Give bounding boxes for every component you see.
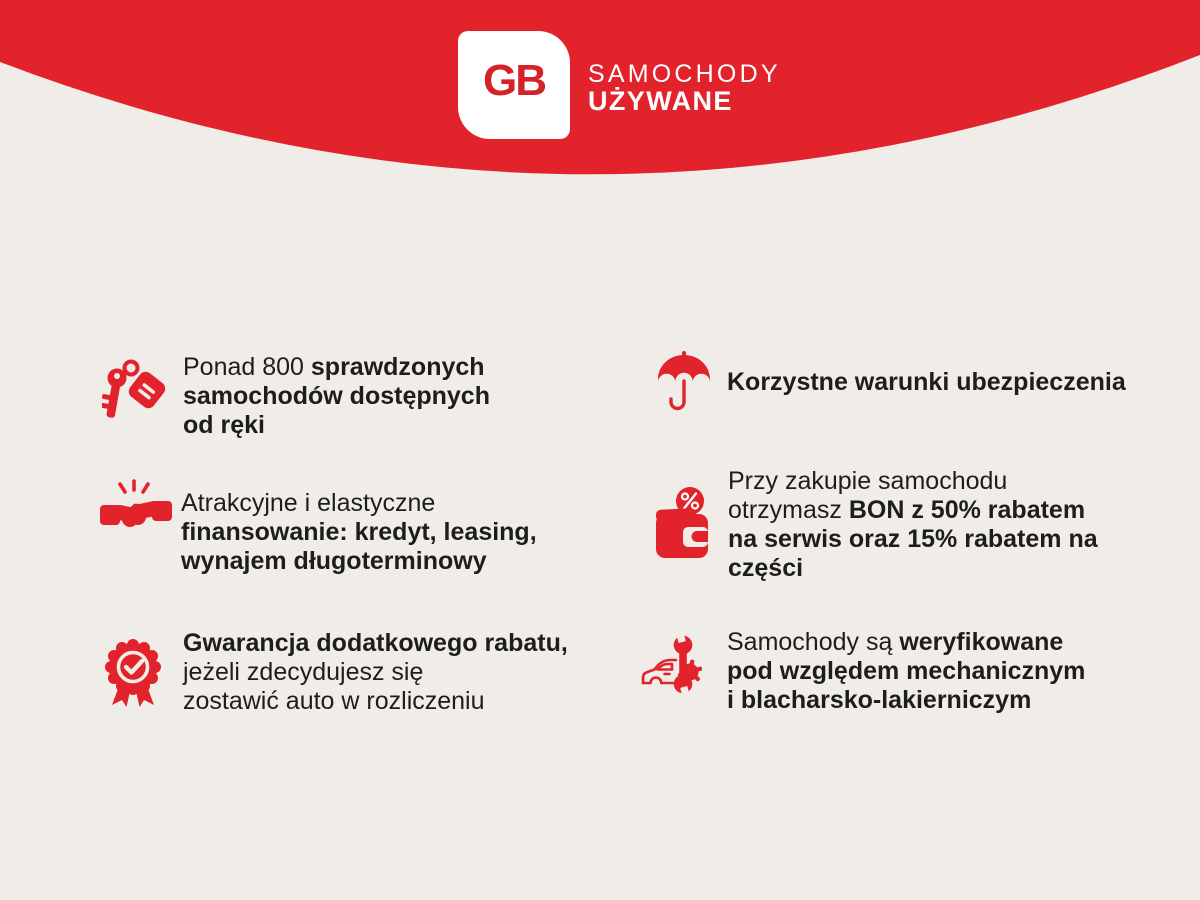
text-segment: zostawić auto w rozliczeniu: [183, 687, 485, 715]
car-keys-icon: [102, 358, 174, 424]
wallet-discount-icon: [654, 486, 714, 562]
feature-text: [728, 467, 1098, 583]
feature-line: [183, 382, 490, 411]
brand-line1: SAMOCHODY: [588, 60, 781, 88]
text-segment: otrzymasz: [728, 496, 849, 524]
text-segment: weryfikowane: [899, 628, 1064, 656]
feature-text: [183, 629, 568, 716]
text-segment: sprawdzonych: [310, 353, 485, 381]
feature-line: [728, 525, 1098, 554]
text-segment: samochodów dostępnych: [183, 382, 490, 410]
feature-line: [181, 489, 537, 518]
feature-line: [727, 657, 1085, 686]
feature-line: [728, 496, 1098, 525]
text-segment: od ręki: [183, 411, 265, 439]
text-segment: Atrakcyjne i elastyczne: [181, 489, 436, 517]
text-segment: Gwarancja dodatkowego rabatu,: [183, 629, 568, 657]
feature-text: [727, 368, 1126, 397]
feature-line: [183, 411, 490, 440]
text-segment: jeżeli zdecydujesz się: [183, 658, 424, 686]
umbrella-icon: [653, 351, 715, 417]
car-service-icon: [640, 632, 708, 696]
text-segment: Ponad 800: [183, 353, 311, 381]
text-segment: BON z 50% rabatem: [848, 496, 1086, 524]
text-segment: Korzystne warunki ubezpieczenia: [727, 368, 1126, 396]
feature-line: [727, 686, 1085, 715]
feature-line: [727, 368, 1126, 397]
text-segment: i blacharsko-lakierniczym: [727, 686, 1032, 714]
feature-text: [183, 353, 490, 440]
text-segment: Samochody są: [727, 628, 900, 656]
feature-line: [183, 353, 490, 382]
guarantee-badge-icon: [98, 634, 168, 712]
feature-line: [728, 467, 1098, 496]
feature-line: [183, 629, 568, 658]
text-segment: części: [728, 554, 804, 582]
text-segment: pod względem mechanicznym: [727, 657, 1086, 685]
feature-line: [183, 687, 568, 716]
text-segment: Przy zakupie samochodu: [728, 467, 1008, 495]
brand-line2: UŻYWANE: [588, 86, 733, 116]
feature-line: [727, 628, 1085, 657]
feature-line: [728, 554, 1098, 583]
text-segment: na serwis oraz 15% rabatem na: [728, 525, 1098, 553]
feature-text: [727, 628, 1085, 715]
feature-line: [181, 547, 537, 576]
feature-line: [181, 518, 537, 547]
text-segment: finansowanie: kredyt, leasing,: [181, 518, 537, 546]
feature-text: [181, 489, 537, 576]
handshake-icon: [100, 477, 172, 545]
logo-monogram: GB: [483, 56, 545, 105]
feature-line: [183, 658, 568, 687]
text-segment: wynajem długoterminowy: [181, 547, 487, 575]
